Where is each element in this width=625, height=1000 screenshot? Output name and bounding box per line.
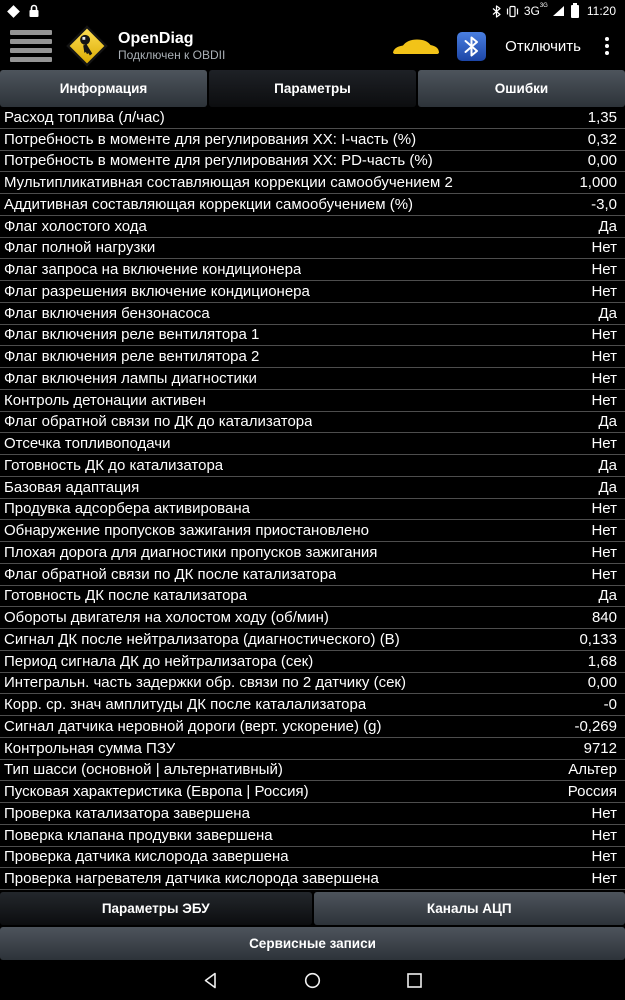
param-name: Тип шасси (основной | альтернативный) (4, 761, 283, 779)
network-type-label: $3G^{3G}$ (523, 3, 548, 18)
param-name: Готовность ДК до катализатора (4, 456, 224, 474)
param-name: Флаг включения лампы диагностики (4, 369, 257, 387)
param-name: Сигнал ДК после нейтрализатора (диагностического) (В) (4, 630, 400, 648)
param-name: Потребность в моменте для регулирования ХХ: PD-часть (%) (4, 152, 433, 170)
param-name: Пусковая характеристика (Европа | Россия) (4, 783, 309, 801)
table-row[interactable] (0, 607, 625, 629)
param-value: 1,68 (587, 652, 617, 670)
app-logo (66, 25, 108, 67)
table-row[interactable] (0, 151, 625, 173)
battery-icon (571, 5, 579, 18)
param-value: Да (598, 413, 617, 431)
table-row[interactable] (0, 629, 625, 651)
param-value: Нет (591, 522, 617, 540)
bluetooth-status-icon (492, 5, 501, 18)
param-value: 0,00 (587, 152, 617, 170)
param-name: Обнаружение пропусков зажигания приостановлено (4, 522, 370, 540)
app-title: OpenDiag (118, 30, 194, 48)
param-value: 0,133 (579, 630, 617, 648)
table-row[interactable] (0, 390, 625, 412)
table-row[interactable] (0, 716, 625, 738)
param-name: Корр. ср. знач амплитуды ДК после каталализатора (4, 696, 367, 714)
signal-icon (553, 6, 564, 16)
table-row[interactable] (0, 760, 625, 782)
table-row[interactable] (0, 129, 625, 151)
table-row[interactable] (0, 281, 625, 303)
param-name: Плохая дорога для диагностики пропусков зажигания (4, 543, 378, 561)
bluetooth-app-icon[interactable] (456, 31, 487, 62)
param-value: Россия (567, 783, 617, 801)
param-name: Флаг запроса на включение кондиционера (4, 261, 302, 279)
table-row[interactable] (0, 586, 625, 608)
param-name: Базовая адаптация (4, 478, 140, 496)
menu-icon[interactable] (10, 30, 52, 62)
table-row[interactable] (0, 325, 625, 347)
param-value: Нет (591, 435, 617, 453)
parameter-table (0, 107, 625, 890)
param-name: Расход топлива (л/час) (4, 108, 165, 126)
table-row[interactable] (0, 455, 625, 477)
param-value: Нет (591, 565, 617, 583)
table-row[interactable] (0, 825, 625, 847)
param-value: Нет (591, 282, 617, 300)
table-row[interactable] (0, 499, 625, 521)
table-row[interactable] (0, 564, 625, 586)
param-name: Готовность ДК после катализатора (4, 587, 248, 605)
param-value: -0,269 (574, 717, 617, 735)
table-row[interactable] (0, 346, 625, 368)
table-row[interactable] (0, 172, 625, 194)
tab-parameters[interactable]: Параметры (209, 70, 416, 107)
param-name: Интегральн. часть задержки обр. связи по 2 датчику (сек) (4, 674, 406, 692)
param-value: 0,32 (587, 130, 617, 148)
table-row[interactable] (0, 368, 625, 390)
param-value: Да (598, 587, 617, 605)
diamond-icon (7, 5, 20, 18)
param-name: Аддитивная составляющая коррекции самообучением (%) (4, 195, 414, 213)
param-name: Потребность в моменте для регулирования ХХ: I-часть (%) (4, 130, 417, 148)
table-row[interactable] (0, 194, 625, 216)
table-row[interactable] (0, 781, 625, 803)
lock-icon (28, 4, 40, 18)
table-row[interactable] (0, 694, 625, 716)
table-row[interactable] (0, 868, 625, 890)
param-value: Нет (591, 369, 617, 387)
param-value: Да (598, 478, 617, 496)
param-value: Нет (591, 870, 617, 888)
table-row[interactable] (0, 738, 625, 760)
param-name: Отсечка топливоподачи (4, 435, 171, 453)
param-name: Флаг включения реле вентилятора 1 (4, 326, 260, 344)
param-value: Нет (591, 391, 617, 409)
param-name: Контрольная сумма ПЗУ (4, 739, 176, 757)
home-icon[interactable] (303, 970, 323, 990)
param-name: Флаг включения реле вентилятора 2 (4, 348, 260, 366)
param-value: Нет (591, 826, 617, 844)
table-row[interactable] (0, 238, 625, 260)
recents-icon[interactable] (405, 970, 425, 990)
param-value: Нет (591, 500, 617, 518)
param-value: Да (598, 304, 617, 322)
tab-errors[interactable]: Ошибки (418, 70, 625, 107)
adc-channels-button[interactable]: Каналы АЦП (314, 892, 625, 925)
table-row[interactable] (0, 303, 625, 325)
overflow-menu-icon[interactable] (599, 33, 615, 59)
param-name: Мультипликативная составляющая коррекции самообучением 2 (4, 174, 453, 192)
param-value: Да (598, 456, 617, 474)
disconnect-button[interactable]: Отключить (505, 37, 581, 55)
table-row[interactable] (0, 520, 625, 542)
table-row[interactable] (0, 433, 625, 455)
param-value: -3,0 (591, 195, 617, 213)
car-icon[interactable] (390, 34, 440, 58)
param-name: Флаг холостого хода (4, 217, 147, 235)
android-nav-bar (0, 960, 625, 1000)
param-value: Нет (591, 543, 617, 561)
tab-bar (0, 70, 625, 107)
param-name: Контроль детонации активен (4, 391, 206, 409)
param-name: Проверка катализатора завершена (4, 804, 250, 822)
bottom-button-row (0, 892, 625, 925)
table-row[interactable] (0, 673, 625, 695)
param-value: -0 (603, 696, 617, 714)
android-status-bar (0, 0, 625, 22)
param-value: Нет (591, 326, 617, 344)
param-value: 1,000 (579, 174, 617, 192)
table-row[interactable] (0, 107, 625, 129)
param-name: Флаг разрешения включение кондиционера (4, 282, 310, 300)
param-name: Поверка клапана продувки завершена (4, 826, 273, 844)
table-row[interactable] (0, 412, 625, 434)
status-time: 11:20 (586, 4, 616, 18)
param-value: 0,00 (587, 674, 617, 692)
table-row[interactable] (0, 542, 625, 564)
param-value: 1,35 (587, 108, 617, 126)
service-records-button[interactable]: Сервисные записи (0, 927, 625, 960)
table-row[interactable] (0, 803, 625, 825)
param-value: Нет (591, 348, 617, 366)
param-name: Флаг полной нагрузки (4, 239, 156, 257)
table-row[interactable] (0, 259, 625, 281)
table-row[interactable] (0, 216, 625, 238)
table-row[interactable] (0, 847, 625, 869)
param-name: Флаг включения бензонасоса (4, 304, 210, 322)
back-icon[interactable] (201, 970, 221, 990)
connection-status: Подключен к OBDII (118, 48, 226, 63)
vibrate-icon (506, 5, 519, 18)
table-row[interactable] (0, 477, 625, 499)
param-value: 9712 (583, 739, 617, 757)
param-name: Сигнал датчика неровной дороги (верт. ускорение) (g) (4, 717, 382, 735)
param-value: Нет (591, 848, 617, 866)
param-name: Продувка адсорбера активирована (4, 500, 250, 518)
service-records-row (0, 927, 625, 960)
param-name: Период сигнала ДК до нейтрализатора (сек) (4, 652, 314, 670)
param-name: Обороты двигателя на холостом ходу (об/мин) (4, 609, 329, 627)
app-bar (0, 22, 625, 70)
tab-information[interactable]: Информация (0, 70, 207, 107)
param-value: Нет (591, 239, 617, 257)
param-name: Проверка датчика кислорода завершена (4, 848, 289, 866)
param-value: Нет (591, 261, 617, 279)
param-value: 840 (591, 609, 617, 627)
param-value: Да (598, 217, 617, 235)
param-value: Альтер (568, 761, 617, 779)
param-name: Флаг обратной связи по ДК до катализатора (4, 413, 313, 431)
param-name: Флаг обратной связи по ДК после катализатора (4, 565, 337, 583)
table-row[interactable] (0, 651, 625, 673)
param-value: Нет (591, 804, 617, 822)
param-name: Проверка нагревателя датчика кислорода завершена (4, 870, 379, 888)
ecu-params-button[interactable]: Параметры ЭБУ (0, 892, 312, 925)
